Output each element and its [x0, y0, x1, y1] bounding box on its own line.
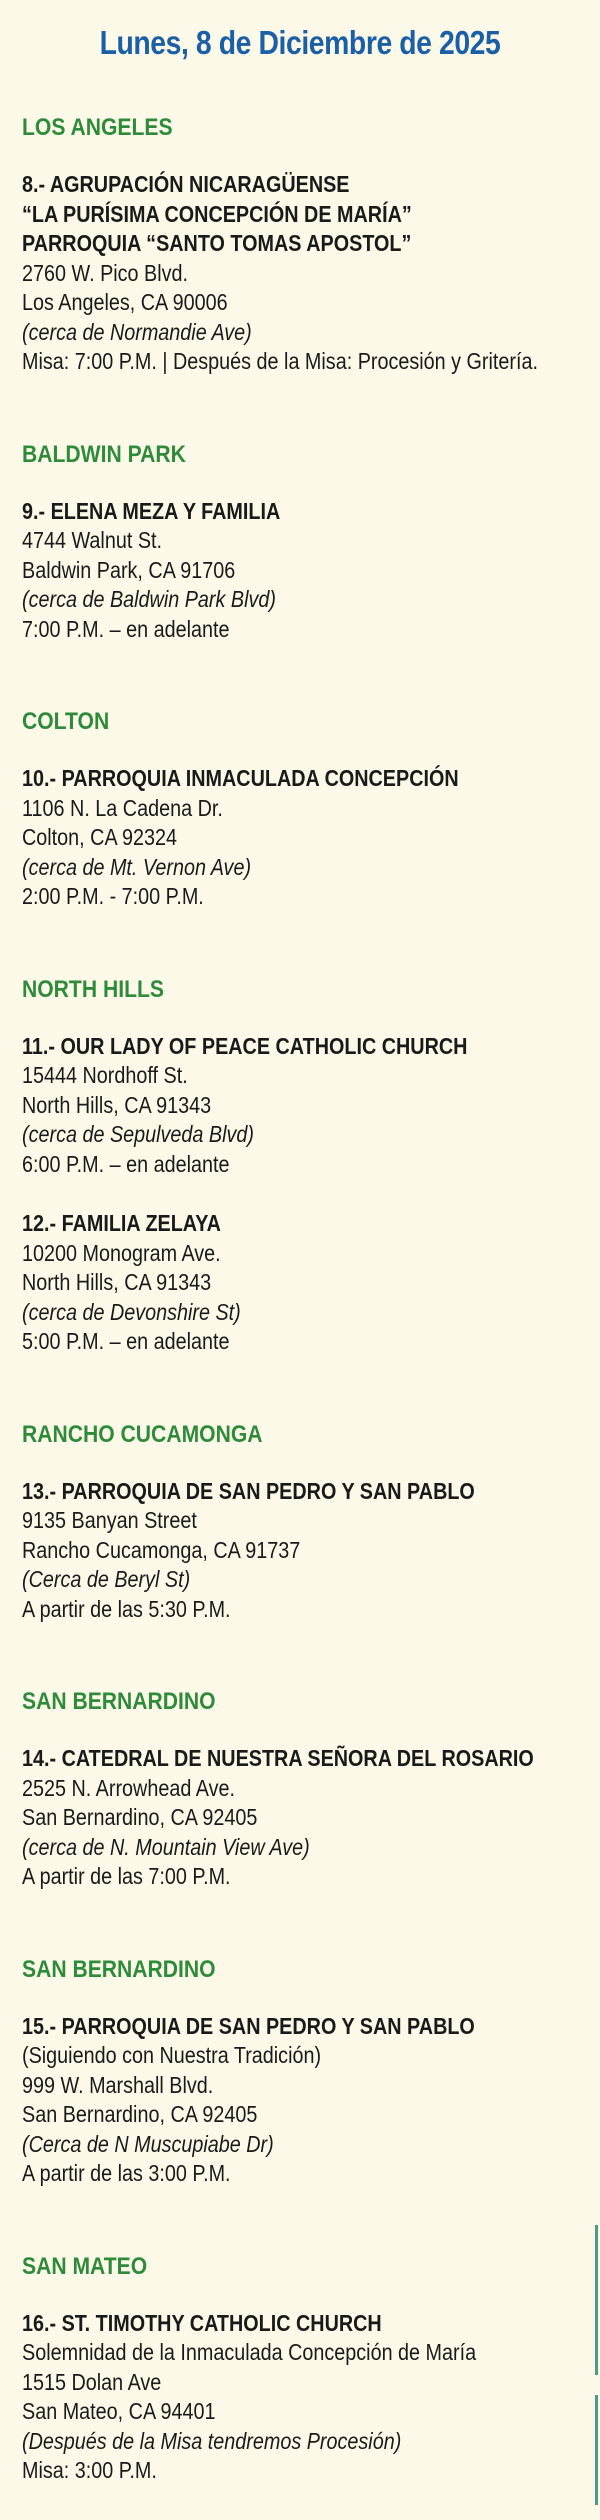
venue-name: “LA PURÍSIMA CONCEPCIÓN DE MARÍA”: [22, 200, 412, 227]
venue-detail: Solemnidad de la Inmaculada Concepción de María: [22, 2339, 477, 2365]
city-section: [22, 974, 600, 1357]
city-section: [22, 2251, 600, 2486]
venue-time: Misa: 7:00 P.M. | Después de la Misa: Procesión y Gritería.: [22, 348, 538, 374]
venue-entry: [22, 1209, 600, 1357]
city-section: [22, 1419, 600, 1625]
city-heading: SAN BERNARDINO: [22, 1955, 216, 1983]
spacer: [22, 2189, 600, 2251]
city-section: [22, 439, 600, 645]
spacer: [22, 912, 600, 974]
venue-name: 13.- PARROQUIA DE SAN PEDRO Y SAN PABLO: [22, 1477, 475, 1504]
venue-time: A partir de las 5:30 P.M.: [22, 1595, 231, 1622]
venue-entry: [22, 2309, 600, 2486]
spacer: [22, 377, 600, 439]
venue-cross-street: (cerca de Normandie Ave): [22, 318, 252, 345]
city-heading: LOS ANGELES: [22, 114, 173, 141]
venue-city-line: Rancho Cucamonga, CA 91737: [22, 1536, 301, 1563]
venue-time: 7:00 P.M. – en adelante: [22, 615, 230, 642]
city-heading: NORTH HILLS: [22, 975, 164, 1003]
venue-name: PARROQUIA “SANTO TOMAS APOSTOL”: [22, 230, 412, 256]
venue-address: 1515 Dolan Ave: [22, 2368, 162, 2395]
venue-entry: [22, 1032, 600, 1180]
venue-city-line: Los Angeles, CA 90006: [22, 289, 228, 315]
city-section: [22, 1954, 600, 2189]
page-title: Lunes, 8 de Diciembre de 2025: [99, 24, 501, 61]
venue-entry: [22, 1744, 600, 1892]
spacer: [22, 1357, 600, 1419]
venue-cross-street: (cerca de Sepulveda Blvd): [22, 1121, 254, 1147]
spacer: [22, 2283, 600, 2309]
spacer: [22, 471, 600, 497]
venue-name: 11.- OUR LADY OF PEACE CATHOLIC CHURCH: [22, 1032, 468, 1059]
venue-name: 10.- PARROQUIA INMACULADA CONCEPCIÓN: [22, 765, 459, 791]
venue-address: 2760 W. Pico Blvd.: [22, 259, 189, 286]
spacer: [22, 1006, 600, 1032]
venue-city-line: North Hills, CA 91343: [22, 1269, 212, 1295]
city-section: [22, 112, 600, 377]
spacer: [22, 644, 600, 706]
venue-entry: [22, 170, 600, 377]
venue-cross-street: (cerca de Baldwin Park Blvd): [22, 586, 276, 612]
spacer: [22, 1718, 600, 1744]
venue-name: 12.- FAMILIA ZELAYA: [22, 1210, 221, 1236]
city-section: [22, 706, 600, 912]
venue-time: 6:00 P.M. – en adelante: [22, 1150, 230, 1177]
venue-address: 1106 N. La Cadena Dr.: [22, 794, 223, 821]
edge-mark-bottom: [595, 2395, 598, 2505]
edge-mark-top: [595, 2225, 598, 2375]
venue-city-line: Baldwin Park, CA 91706: [22, 556, 236, 583]
spacer: [22, 738, 600, 764]
venue-cross-street: (Cerca de Beryl St): [22, 1566, 191, 1592]
venue-detail: (Siguiendo con Nuestra Tradición): [22, 2042, 322, 2068]
city-heading: COLTON: [22, 708, 110, 735]
venue-address: 2525 N. Arrowhead Ave.: [22, 1774, 235, 1801]
spacer: [22, 62, 600, 112]
venue-address: 9135 Banyan Street: [22, 1507, 197, 1533]
spacer: [22, 1624, 600, 1686]
venue-cross-street: (Después de la Misa tendremos Procesión): [22, 2427, 402, 2454]
venue-name: 15.- PARROQUIA DE SAN PEDRO Y SAN PABLO: [22, 2012, 475, 2039]
venue-address: 10200 Monogram Ave.: [22, 1239, 221, 1266]
venue-cross-street: (cerca de N. Mountain View Ave): [22, 1833, 310, 1860]
venue-time: A partir de las 3:00 P.M.: [22, 2160, 231, 2186]
spacer: [22, 1892, 600, 1954]
venue-city-line: San Bernardino, CA 92405: [22, 1804, 258, 1830]
city-heading: RANCHO CUCAMONGA: [22, 1420, 263, 1448]
city-heading: BALDWIN PARK: [22, 440, 186, 468]
venue-cross-street: (cerca de Mt. Vernon Ave): [22, 853, 252, 880]
venue-time: A partir de las 7:00 P.M.: [22, 1863, 231, 1889]
spacer: [22, 1179, 600, 1209]
venue-name: 16.- ST. TIMOTHY CATHOLIC CHURCH: [22, 2309, 382, 2336]
spacer: [22, 1986, 600, 2012]
venue-entry: [22, 764, 600, 912]
spacer: [22, 1451, 600, 1477]
venue-cross-street: (cerca de Devonshire St): [22, 1298, 241, 1325]
venue-time: 5:00 P.M. – en adelante: [22, 1328, 230, 1354]
venue-name: 8.- AGRUPACIÓN NICARAGÜENSE: [22, 171, 350, 197]
city-section: [22, 1686, 600, 1892]
venue-time: Misa: 3:00 P.M.: [22, 2457, 157, 2483]
city-heading: SAN MATEO: [22, 2252, 148, 2280]
venue-city-line: San Mateo, CA 94401: [22, 2398, 216, 2424]
venue-time: 2:00 P.M. - 7:00 P.M.: [22, 883, 204, 909]
schedule-list: [0, 62, 600, 2486]
venue-city-line: San Bernardino, CA 92405: [22, 2101, 258, 2127]
venue-name: 14.- CATEDRAL DE NUESTRA SEÑORA DEL ROSARIO: [22, 1745, 534, 1771]
venue-city-line: North Hills, CA 91343: [22, 1091, 212, 1118]
venue-entry: [22, 1477, 600, 1625]
venue-cross-street: (Cerca de N Muscupiabe Dr): [22, 2130, 274, 2157]
venue-city-line: Colton, CA 92324: [22, 824, 178, 850]
venue-entry: [22, 497, 600, 645]
venue-address: 999 W. Marshall Blvd.: [22, 2071, 214, 2098]
venue-name: 9.- ELENA MEZA Y FAMILIA: [22, 497, 281, 524]
venue-address: 15444 Nordhoff St.: [22, 1062, 188, 1088]
spacer: [22, 144, 600, 170]
city-heading: SAN BERNARDINO: [22, 1688, 216, 1715]
venue-address: 4744 Walnut St.: [22, 527, 163, 553]
venue-entry: [22, 2012, 600, 2189]
